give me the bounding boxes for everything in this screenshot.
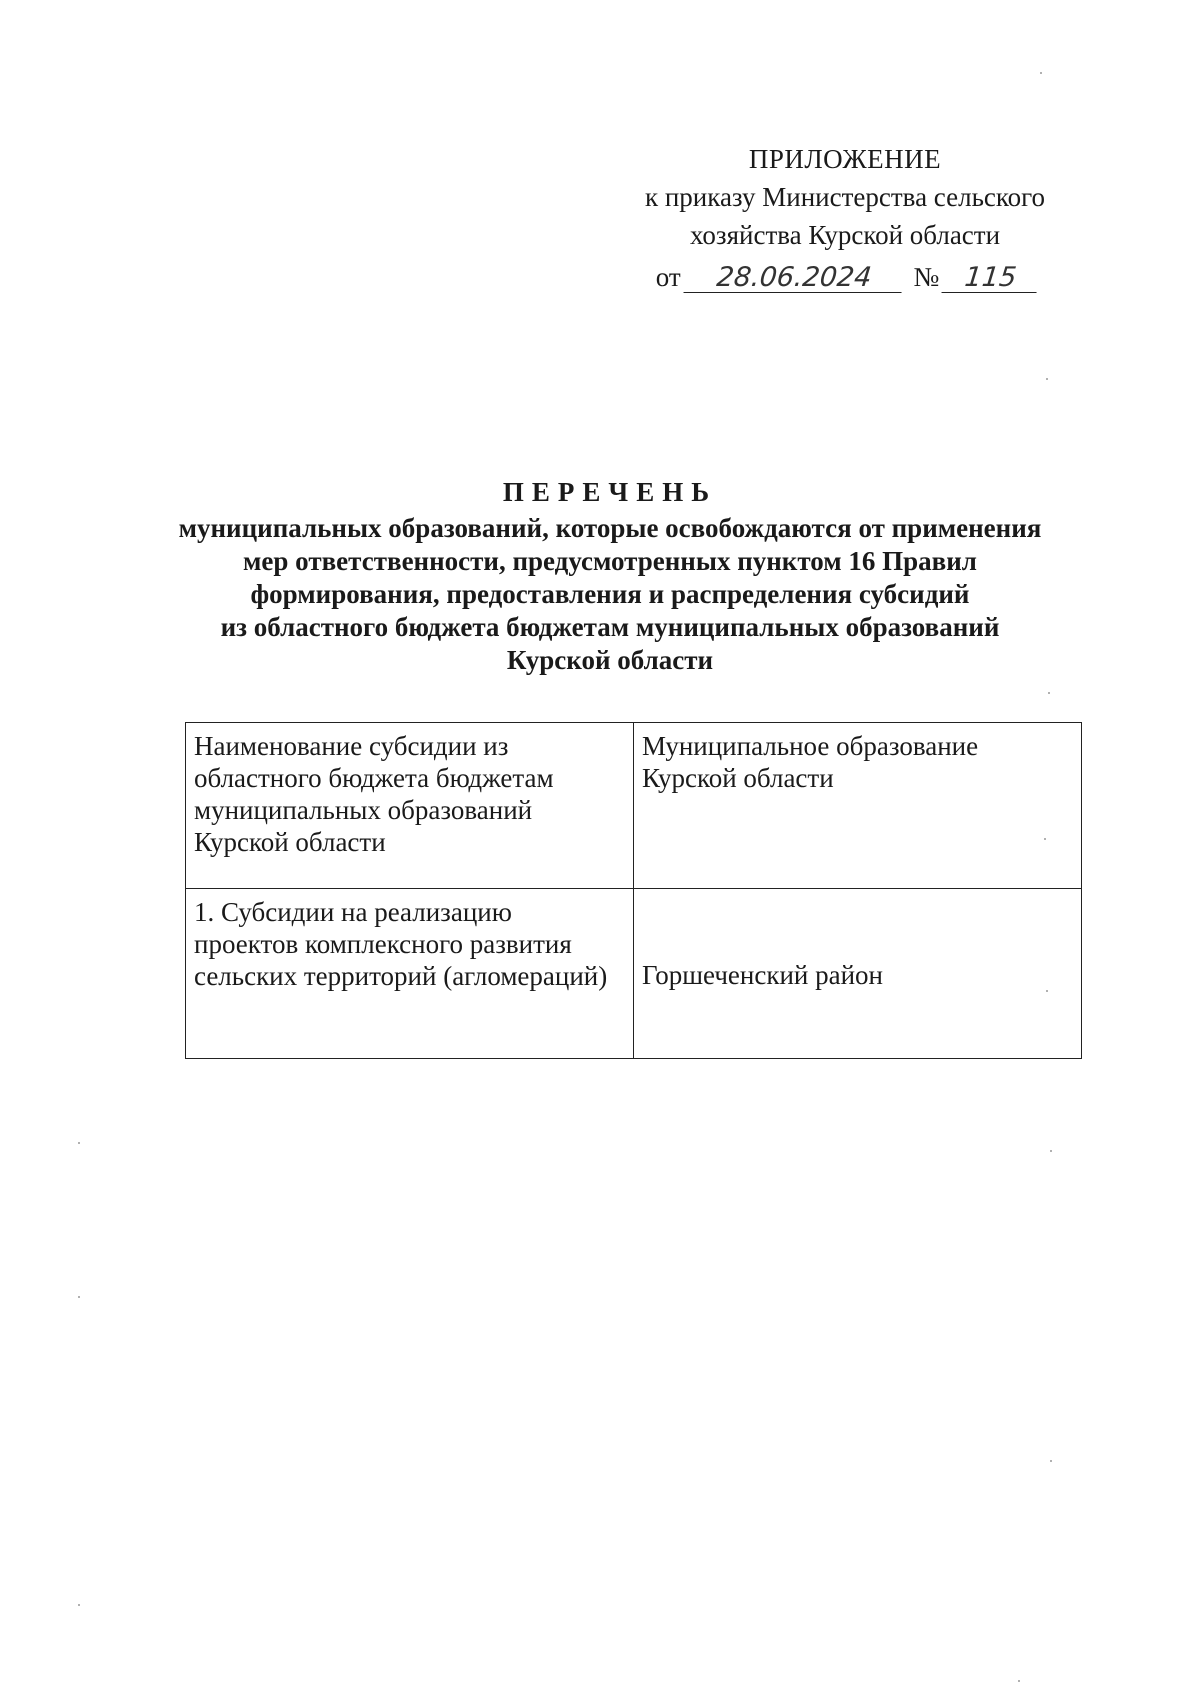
cell-subsidy (186, 889, 634, 1059)
scan-speck (78, 1604, 80, 1606)
appendix-title: ПРИЛОЖЕНИЕ (748, 144, 942, 174)
heading-line-4: из областного бюджета бюджетам муниципальных образований (220, 612, 1000, 642)
subsidy-table (185, 722, 1081, 1058)
appendix-line-2: хозяйства Курской области (689, 220, 1001, 250)
scan-speck (1040, 72, 1042, 74)
document-heading (150, 476, 1070, 677)
heading-line-1: муниципальных образований, которые освобождаются от применения (178, 513, 1042, 543)
number-label: № (913, 262, 940, 292)
municipality-text: Горшеченский район (642, 960, 883, 990)
scan-speck (78, 1296, 80, 1298)
scan-speck (1050, 1460, 1052, 1462)
heading-line-2: мер ответственности, предусмотренных пунктом 16 Правил (243, 546, 977, 576)
scan-speck (1048, 692, 1050, 694)
order-date-number (600, 258, 1090, 296)
scan-speck (78, 1142, 80, 1144)
scan-speck (1044, 838, 1046, 840)
table-grid (185, 722, 1082, 1059)
table-row (186, 889, 1082, 1059)
date-label: от (655, 262, 681, 292)
subsidy-text: 1. Субсидии на реализацию проектов комплексного развития сельских территорий (агломераций) (194, 897, 608, 991)
appendix-header (600, 140, 1090, 296)
heading-line-3: формирования, предоставления и распределения субсидий (250, 579, 970, 609)
header-subsidy-text: Наименование субсидии из областного бюджета бюджетам муниципальных образований Курской области (194, 731, 554, 857)
heading-title: ПЕРЕЧЕНЬ (502, 477, 718, 507)
scan-speck (1046, 990, 1048, 992)
handwritten-date: 28.06.2024 (683, 264, 904, 293)
scan-speck (1018, 1680, 1020, 1682)
header-cell-municipality (634, 723, 1082, 889)
handwritten-number: 115 (942, 264, 1040, 293)
heading-line-5: Курской области (506, 645, 714, 675)
scan-speck (1046, 378, 1048, 380)
header-cell-subsidy (186, 723, 634, 889)
table-header-row (186, 723, 1082, 889)
appendix-line-1: к приказу Министерства сельского (644, 182, 1046, 212)
cell-municipality (634, 889, 1082, 1059)
header-municipality-text: Муниципальное образование Курской области (642, 731, 979, 793)
scan-speck (1050, 1150, 1052, 1152)
